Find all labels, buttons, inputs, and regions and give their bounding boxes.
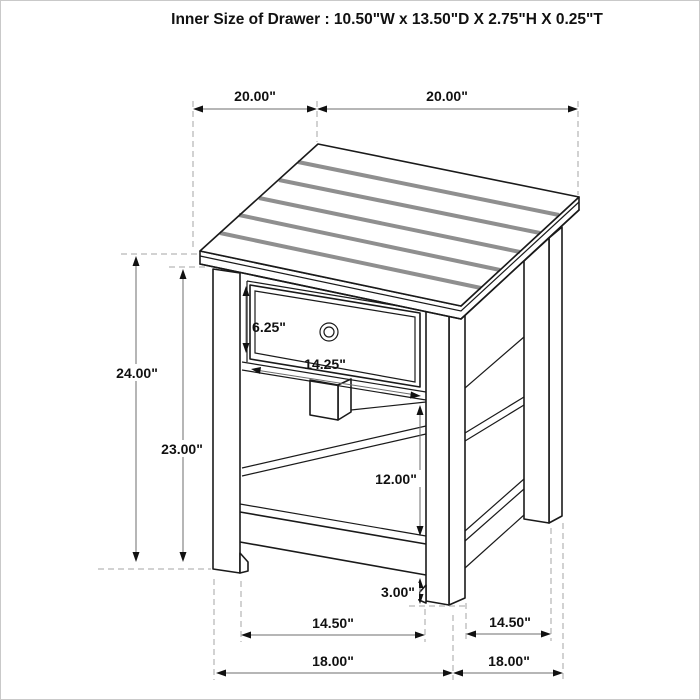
dimension-base-depth-side [453,653,563,677]
dimension-top-width-right [317,88,578,113]
dimension-front-leg-clearance [241,615,425,639]
dimension-overall-height [111,256,163,562]
front-shelf-rail [240,504,426,575]
drawing-title: Inner Size of Drawer : 10.50"W x 13.50"D X 2.75"H X 0.25"T [171,11,603,28]
dim-label-side-leg-clearance: 14.50" [489,614,531,630]
dim-label-drawer-width: 14.25" [304,356,346,372]
shelf-interior [242,379,426,476]
dimension-side-leg-clearance [466,614,551,638]
dim-label-shelf-clearance: 12.00" [375,471,417,487]
dimension-shelf-floor-gap [375,578,424,604]
dimension-inner-height [157,269,207,562]
dim-label-front-leg-clearance: 14.50" [312,615,354,631]
dim-label-overall-height: 24.00" [116,365,158,381]
dimension-top-width-left [193,88,317,113]
dim-label-base-width-front: 18.00" [312,653,354,669]
dim-label-base-depth-side: 18.00" [488,653,530,669]
dim-label-top-right: 20.00" [426,88,468,104]
side-rails [465,337,524,568]
end-table-drawing [200,144,579,605]
front-left-leg [213,269,248,573]
dim-label-shelf-floor-gap: 3.00" [381,584,415,600]
dimension-base-width-front [216,653,453,677]
dim-label-inner-height: 23.00" [161,441,203,457]
back-right-leg [524,227,562,523]
technical-drawing [1,1,699,699]
dim-label-drawer-height: 6.25" [252,319,286,335]
dim-label-top-left: 20.00" [234,88,276,104]
front-right-leg [419,302,465,605]
dimension-shelf-clearance [371,405,424,536]
